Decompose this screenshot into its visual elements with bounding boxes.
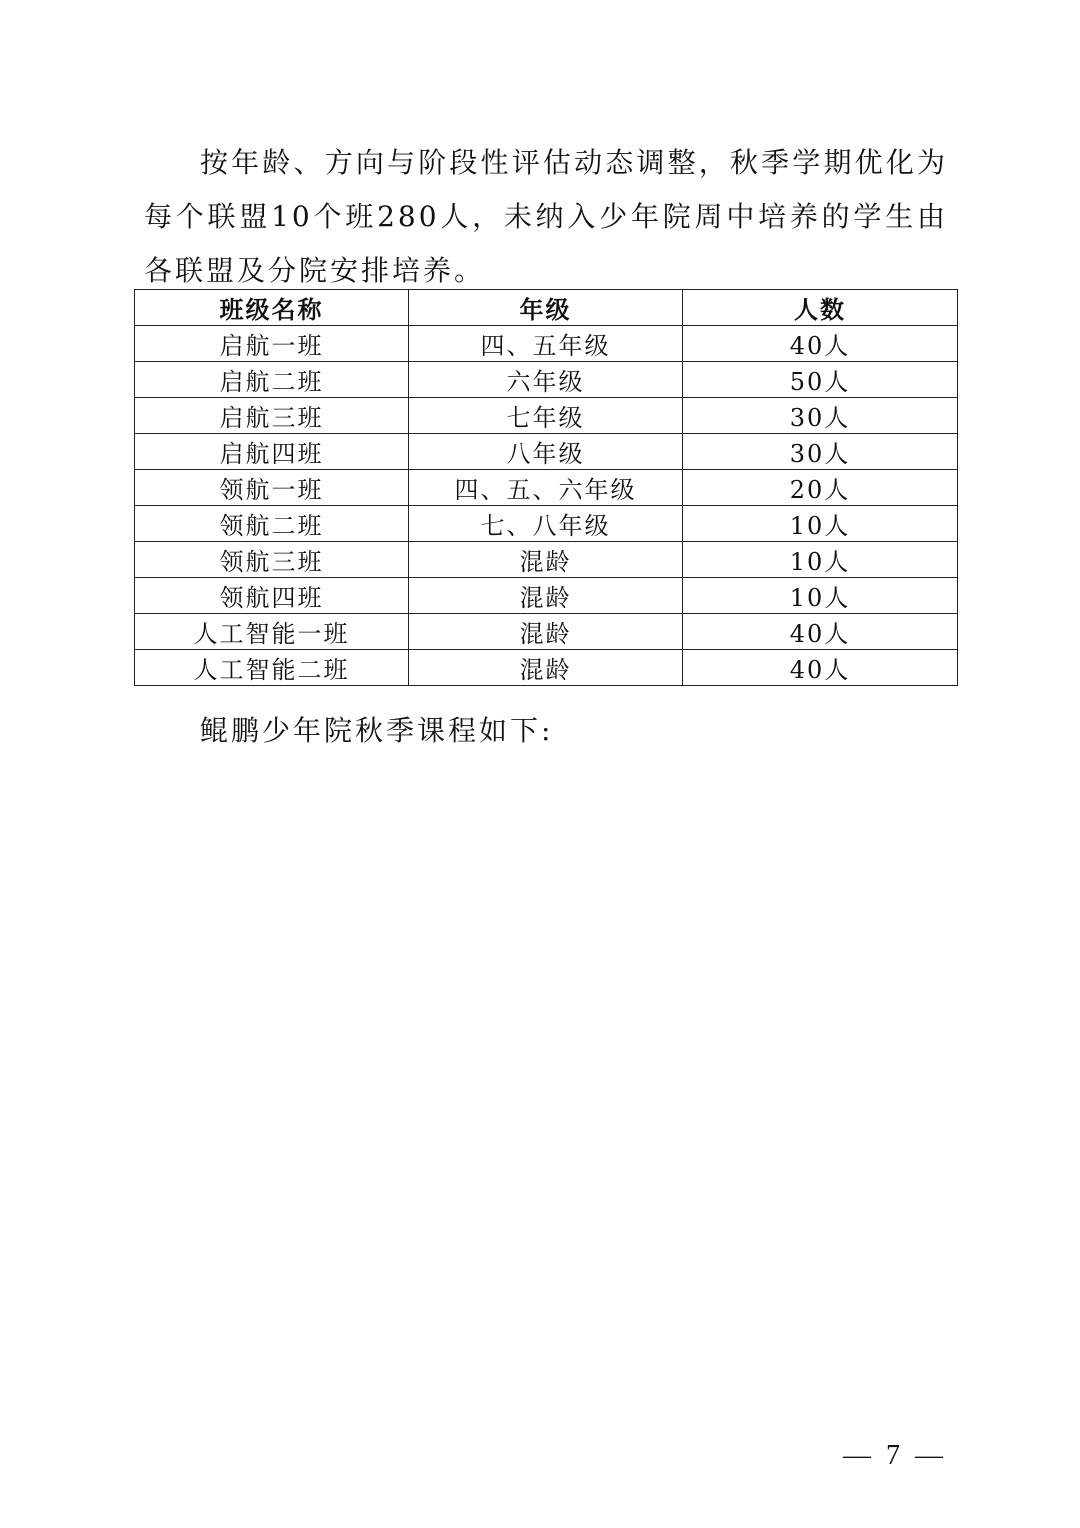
grade-cell: 四、五、六年级 — [409, 470, 683, 506]
student-count-cell: 30人 — [683, 434, 958, 470]
student-count-cell: 50人 — [683, 362, 958, 398]
table-header-row — [135, 290, 958, 326]
intro-paragraph: 按年龄、方向与阶段性评估动态调整，秋季学期优化为每个联盟10个班280人，未纳入少年院周中培养的学生由各联盟及分院安排培养。 — [144, 146, 948, 287]
table-row — [135, 650, 958, 686]
header-class-name: 班级名称 — [135, 290, 409, 326]
student-count-cell: 10人 — [683, 506, 958, 542]
student-count-cell: 40人 — [683, 650, 958, 686]
table-row — [135, 326, 958, 362]
table-row — [135, 362, 958, 398]
closing-paragraph: 鲲鹏少年院秋季课程如下: — [200, 714, 554, 747]
class-name-cell: 人工智能二班 — [135, 650, 409, 686]
table-row — [135, 542, 958, 578]
student-count-cell: 40人 — [683, 614, 958, 650]
class-name-cell: 人工智能一班 — [135, 614, 409, 650]
grade-cell: 混龄 — [409, 578, 683, 614]
student-count-cell: 20人 — [683, 470, 958, 506]
table-row — [135, 614, 958, 650]
grade-cell: 六年级 — [409, 362, 683, 398]
student-count-cell: 40人 — [683, 326, 958, 362]
table-row — [135, 578, 958, 614]
class-table — [134, 289, 958, 686]
header-student-count: 人数 — [683, 290, 958, 326]
class-name-cell: 启航一班 — [135, 326, 409, 362]
grade-cell: 七年级 — [409, 398, 683, 434]
student-count-cell: 10人 — [683, 542, 958, 578]
grade-cell: 混龄 — [409, 650, 683, 686]
class-name-cell: 领航一班 — [135, 470, 409, 506]
grade-cell: 四、五年级 — [409, 326, 683, 362]
student-count-cell: 10人 — [683, 578, 958, 614]
class-name-cell: 领航三班 — [135, 542, 409, 578]
student-count-cell: 30人 — [683, 398, 958, 434]
page-number: — 7 — — [843, 1440, 947, 1471]
class-name-cell: 启航二班 — [135, 362, 409, 398]
table-row — [135, 470, 958, 506]
grade-cell: 八年级 — [409, 434, 683, 470]
class-name-cell: 领航二班 — [135, 506, 409, 542]
class-name-cell: 启航四班 — [135, 434, 409, 470]
class-name-cell: 领航四班 — [135, 578, 409, 614]
header-grade: 年级 — [409, 290, 683, 326]
grade-cell: 混龄 — [409, 542, 683, 578]
table-row — [135, 506, 958, 542]
class-name-cell: 启航三班 — [135, 398, 409, 434]
table-row — [135, 434, 958, 470]
grade-cell: 七、八年级 — [409, 506, 683, 542]
table-row — [135, 398, 958, 434]
grade-cell: 混龄 — [409, 614, 683, 650]
